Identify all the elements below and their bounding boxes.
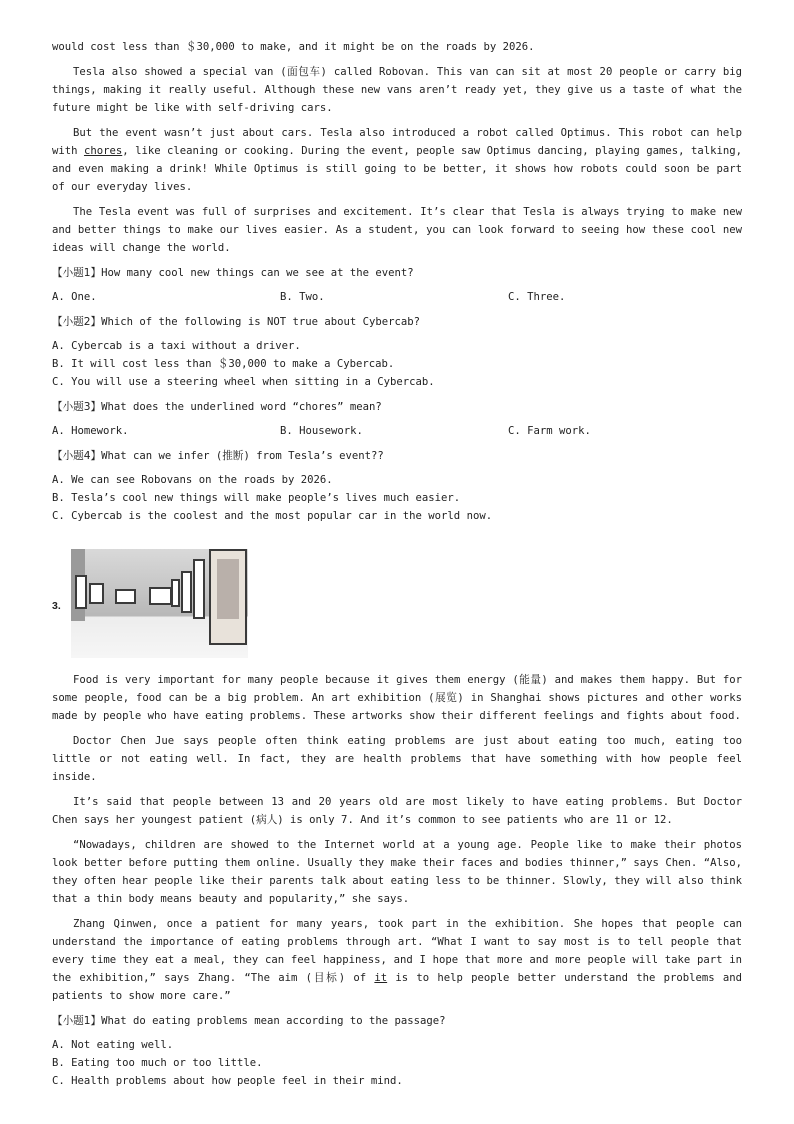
option-a[interactable]: A. Cybercab is a taxi without a driver. — [52, 340, 301, 352]
option-a[interactable]: A. Not eating well. — [52, 1039, 174, 1051]
question-2 — [52, 313, 742, 331]
question-3-options — [52, 422, 742, 440]
option-b[interactable]: B. Eating too much or too little. — [52, 1057, 263, 1069]
question-number: 【小题3】 — [52, 401, 102, 413]
question-text: What does the underlined word “chores” mean? — [101, 401, 382, 413]
question-1 — [52, 264, 742, 282]
paragraph-food: Food is very important for many people because it gives them energy (能量) and makes them happy. But for some people, food can be a big problem. An art exhibition (展览) in Shanghai shows pictures and other works made by people who have eating problems. These artworks show their different feelings and fights about food. — [52, 674, 742, 722]
exhibition-photo — [71, 549, 248, 658]
paragraph-doctor-chen: Doctor Chen Jue says people often think eating problems are just about eating too much, eating too little or not eating well. In fact, they are health problems that have something with how people feel inside. — [52, 735, 742, 783]
text: is to help people better understand the problems and patients to show more care.” — [52, 972, 742, 1002]
question-3 — [52, 398, 742, 416]
section-number: 3. — [52, 600, 61, 612]
option-b[interactable]: B. Housework. — [280, 425, 363, 437]
section-3-header — [52, 549, 742, 661]
paragraph-age: It’s said that people between 13 and 20 years old are most likely to have eating problems. But Doctor Chen says her youngest patient (病人) is only 7. And it’s common to see patients who are 11 or 12. — [52, 796, 742, 826]
paragraph-internet: “Nowadays, children are showed to the Internet world at a young age. People like to make their photos look better before putting them online. Usually they make their faces and bodies thinner,” says Chen. “Also, they often hear people like their parents talk about eating less to be thinner. Slowly, they will also think that a thin body means beauty and popularity,” she says. — [52, 839, 742, 905]
option-c[interactable]: C. You will use a steering wheel when sitting in a Cybercab. — [52, 376, 435, 388]
underlined-word-chores: chores — [83, 145, 123, 157]
question-number: 【小题2】 — [52, 316, 102, 328]
paragraph-conclusion: The Tesla event was full of surprises and excitement. It’s clear that Tesla is always trying to make new and better things to make our lives easier. As a student, you can look forward to seeing how these cool new ideas will change the world. — [52, 206, 742, 254]
question-text: What do eating problems mean according to the passage? — [101, 1015, 446, 1027]
question-4-options — [52, 471, 742, 525]
question-number: 【小题1】 — [52, 267, 102, 279]
option-c[interactable]: C. Health problems about how people feel in their mind. — [52, 1075, 403, 1087]
question-text: What can we infer (推断) from Tesla’s event?? — [101, 450, 384, 462]
question-1-options — [52, 288, 742, 306]
question-4 — [52, 447, 742, 465]
question-number: 【小题4】 — [52, 450, 102, 462]
paragraph-cybercab-end: would cost less than ＄30,000 to make, and it might be on the roads by 2026. — [52, 41, 535, 53]
option-c[interactable]: C. Farm work. — [508, 425, 591, 437]
document-page — [52, 38, 742, 1097]
underlined-word-it: it — [374, 972, 388, 984]
question-text: How many cool new things can we see at the event? — [101, 267, 414, 279]
option-b[interactable]: B. Tesla’s cool new things will make people’s lives much easier. — [52, 492, 461, 504]
option-a[interactable]: A. Homework. — [52, 425, 129, 437]
section-3-question-1-options — [52, 1036, 742, 1090]
paragraph-optimus — [52, 124, 742, 196]
paragraph-robovan: Tesla also showed a special van (面包车) called Robovan. This van can sit at most 20 people or carry big things, making it really useful. Although these new vans aren’t ready yet, they give us a taste of what the future might be like with self-driving cars. — [52, 66, 742, 114]
question-number: 【小题1】 — [52, 1015, 102, 1027]
question-text: Which of the following is NOT true about Cybercab? — [101, 316, 421, 328]
option-a[interactable]: A. We can see Robovans on the roads by 2026. — [52, 474, 333, 486]
option-c[interactable]: C. Three. — [508, 291, 566, 303]
text: , like cleaning or cooking. During the event, people saw Optimus dancing, playing games, talking, and even making a drink! While Optimus is still going to be better, it shows how robots could soon be part of our everyday lives. — [52, 145, 742, 193]
paragraph-zhang-qinwen — [52, 915, 742, 1005]
option-b[interactable]: B. It will cost less than ＄30,000 to make a Cybercab. — [52, 358, 395, 370]
option-a[interactable]: A. One. — [52, 291, 97, 303]
text: Zhang Qinwen, once a patient for many years, took part in the exhibition. She hopes that people can understand the importance of eating problems through art. “What I want to say most is to tell people that every time they eat a meal, they can feel happiness, and I hope that more and more people will take part in the exhibition,” says Zhang. “The aim (目标) of — [52, 918, 742, 984]
option-c[interactable]: C. Cybercab is the coolest and the most popular car in the world now. — [52, 510, 493, 522]
section-3-question-1 — [52, 1012, 742, 1030]
option-b[interactable]: B. Two. — [280, 291, 325, 303]
question-2-options — [52, 337, 742, 391]
text: But the event wasn’t just about cars. Tesla also introduced a robot called Optimus. This robot can help with — [52, 127, 742, 157]
